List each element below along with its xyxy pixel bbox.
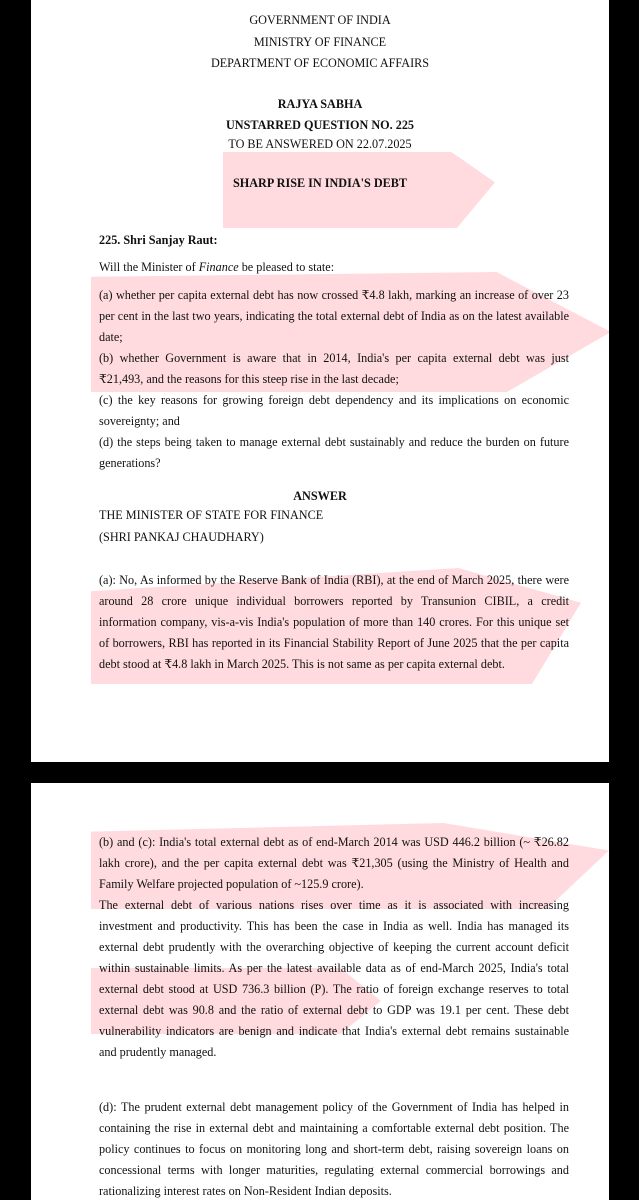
- answer-heading: ANSWER: [293, 489, 347, 503]
- answer-part-d: (d): The prudent external debt management policy of the Government of India has helped in containing the rise in external debt and maintaining a comfortable external debt position. The policy continues to focus on monitoring long and short-term debt, raising sovereign loans on concessional terms with longer maturities, regulating external commercial borrowings and rationalizing interest rates on Non-Resident Indian deposits.: [99, 1100, 569, 1198]
- header-government: GOVERNMENT OF INDIA: [249, 13, 391, 27]
- question-number: UNSTARRED QUESTION NO. 225: [225, 118, 415, 132]
- document-page-1: [31, 0, 609, 762]
- answer-bc-paragraph-2: The external debt of various nations rises over time as it is associated with increasing investment and productivity. This has been the case in India as well. India has managed its external debt prudently with the overarching objective of keeping the current account deficit within sustainable limits. As per the latest available data as of end-March 2025, India's total external debt stood at USD 736.3 billion (P). The ratio of foreign exchange reserves to total external debt was 90.8 and the ratio of external debt to GDP was 19.1 per cent. These debt vulnerability indicators are benign and indicate that India's external debt remains sustainable and prudently managed.: [99, 898, 569, 1059]
- answer-date: TO BE ANSWERED ON 22.07.2025: [228, 137, 412, 151]
- house-name: RAJYA SABHA: [277, 97, 363, 111]
- question-intro: Will the Minister of Finance be pleased to state:: [99, 260, 335, 274]
- minister-title: THE MINISTER OF STATE FOR FINANCE: [99, 508, 324, 522]
- question-subject: SHARP RISE IN INDIA'S DEBT: [232, 176, 408, 190]
- question-part-b: (b) whether Government is aware that in 2014, India's per capita external debt was just ₹21,493, and the reasons for this steep rise in the last decade;: [99, 351, 569, 386]
- asker-name: 225. Shri Sanjay Raut:: [99, 233, 218, 247]
- header-department: DEPARTMENT OF ECONOMIC AFFAIRS: [210, 56, 430, 70]
- question-part-d: (d) the steps being taken to manage external debt sustainably and reduce the burden on future generations?: [99, 435, 569, 470]
- answer-bc-paragraph-1: (b) and (c): India's total external debt as of end-March 2014 was USD 446.2 billion (~ ₹26.82 lakh crore), and the per capita external debt was ₹21,305 (using the Ministry of Health and Family Welfare projected population of ~125.9 crore).: [99, 835, 569, 891]
- question-parts: [99, 285, 569, 474]
- minister-name: (SHRI PANKAJ CHAUDHARY): [99, 530, 264, 544]
- question-part-a: (a) whether per capita external debt has now crossed ₹4.8 lakh, marking an increase of over 23 per cent in the last two years, indicating the total external debt of India as on the latest available date;: [99, 288, 569, 344]
- answer-part-bc: [99, 832, 569, 1063]
- document-page-2: [31, 783, 609, 1200]
- answer-part-a: (a): No, As informed by the Reserve Bank of India (RBI), at the end of March 2025, there were around 28 crore unique individual borrowers reported by Transunion CIBIL, a credit information company, vis-a-vis India's population of more than 140 crores. For this unique set of borrowers, RBI has reported in its Financial Stability Report of June 2025 that the per capita debt stood at ₹4.8 lakh in March 2025. This is not same as per capita external debt.: [99, 573, 569, 671]
- question-part-c: (c) the key reasons for growing foreign debt dependency and its implications on economic sovereignty; and: [99, 393, 569, 428]
- header-ministry: MINISTRY OF FINANCE: [253, 35, 387, 49]
